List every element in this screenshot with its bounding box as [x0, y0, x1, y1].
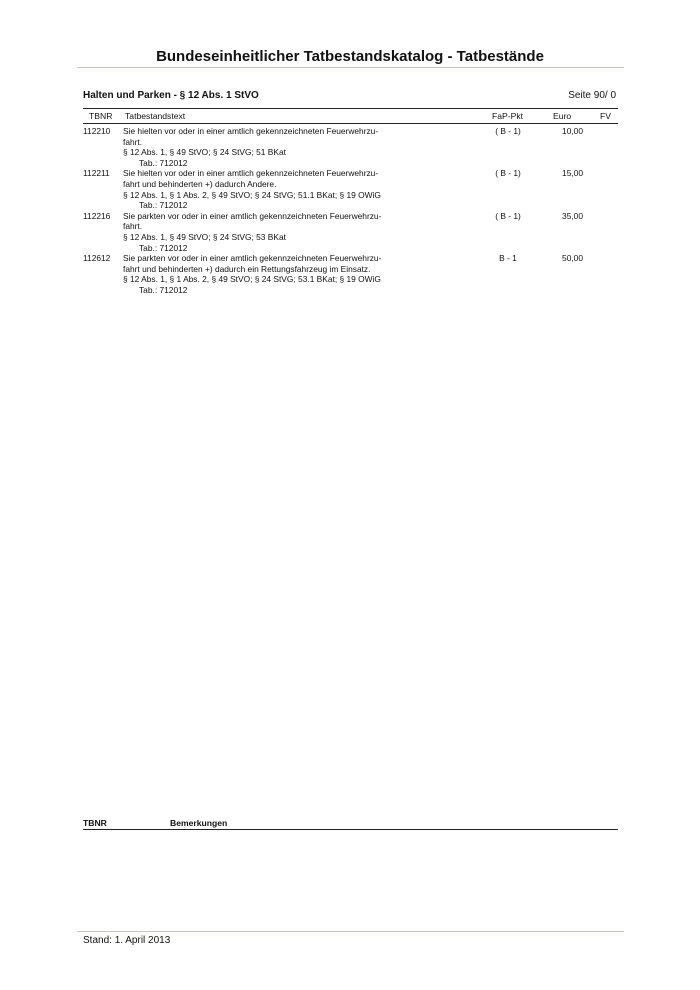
row-euro-amount: 15,00 [562, 168, 583, 179]
section-title: Halten und Parken - § 12 Abs. 1 StVO [83, 90, 259, 101]
row-text-line: Sie parkten vor oder in einer amtlich gekennzeichneten Feuerwehrzu- [123, 253, 382, 264]
row-legal-reference: § 12 Abs. 1, § 49 StVO; § 24 StVG; 53 BKat [123, 231, 286, 242]
row-tab-reference: Tab.: 712012 [139, 284, 188, 295]
row-fap-points: ( B - 1) [495, 210, 521, 221]
row-text-line: Sie hielten vor oder in einer amtlich gekennzeichneten Feuerwehrzu- [123, 168, 379, 179]
column-header-text: Tatbestandstext [125, 111, 186, 121]
table-row [83, 168, 618, 210]
column-header-tbnr: TBNR [89, 111, 113, 121]
section-header [83, 90, 616, 104]
row-tbnr: 112612 [83, 253, 111, 264]
row-text-line: fahrt. [123, 221, 143, 232]
row-tbnr: 112210 [83, 126, 111, 136]
row-text-line: Sie parkten vor oder in einer amtlich gekennzeichneten Feuerwehrzu- [123, 210, 382, 221]
row-tab-reference: Tab.: 712012 [139, 242, 188, 253]
header-divider [77, 67, 624, 68]
row-text-line: fahrt und behinderten +) dadurch ein Rettungsfahrzeug im Einsatz. [123, 263, 371, 274]
footer-stand-date: Stand: 1. April 2013 [83, 935, 171, 946]
row-tab-reference: Tab.: 712012 [139, 157, 188, 168]
row-fap-points: ( B - 1) [495, 168, 521, 179]
column-header-fap: FaP-Pkt [492, 111, 524, 121]
row-tbnr: 112211 [83, 168, 110, 179]
row-legal-reference: § 12 Abs. 1, § 1 Abs. 2, § 49 StVO; § 24 StVG; 51.1 BKat; § 19 OWiG [123, 189, 381, 200]
column-header-euro: Euro [553, 111, 572, 121]
row-text-line: fahrt und behinderten +) dadurch Andere. [123, 178, 277, 189]
table-row [83, 253, 618, 295]
remarks-label: Bemerkungen [170, 818, 228, 828]
row-legal-reference: § 12 Abs. 1, § 49 StVO; § 24 StVG; 51 BKat [123, 147, 286, 158]
page-number: Seite 90/ 0 [568, 90, 616, 101]
table-header [83, 108, 618, 124]
footer-divider [77, 931, 624, 932]
row-text [123, 253, 415, 295]
row-text [123, 211, 415, 253]
offense-table [83, 126, 618, 296]
table-row [83, 126, 618, 168]
row-euro-amount: 50,00 [562, 253, 583, 264]
row-text [123, 168, 415, 210]
column-header-fv: FV [600, 111, 611, 121]
row-euro-amount: 10,00 [562, 126, 583, 136]
row-fap-points: ( B - 1) [495, 126, 521, 136]
remarks-header [83, 818, 618, 830]
row-tbnr: 112216 [83, 210, 111, 221]
row-euro-amount: 35,00 [562, 210, 583, 221]
page-title: Bundeseinheitlicher Tatbestandskatalog - Tatbestände [156, 48, 544, 65]
remarks-tbnr-label: TBNR [83, 818, 107, 828]
row-fap-points: B - 1 [499, 253, 517, 264]
table-row [83, 211, 618, 253]
row-legal-reference: § 12 Abs. 1, § 1 Abs. 2, § 49 StVO; § 24 StVG; 53.1 BKat; § 19 OWiG [123, 274, 381, 285]
row-tab-reference: Tab.: 712012 [139, 200, 188, 211]
row-text-line: fahrt. [123, 136, 143, 147]
row-text-line: Sie hielten vor oder in einer amtlich gekennzeichneten Feuerwehrzu- [123, 126, 379, 136]
row-text [123, 126, 415, 168]
